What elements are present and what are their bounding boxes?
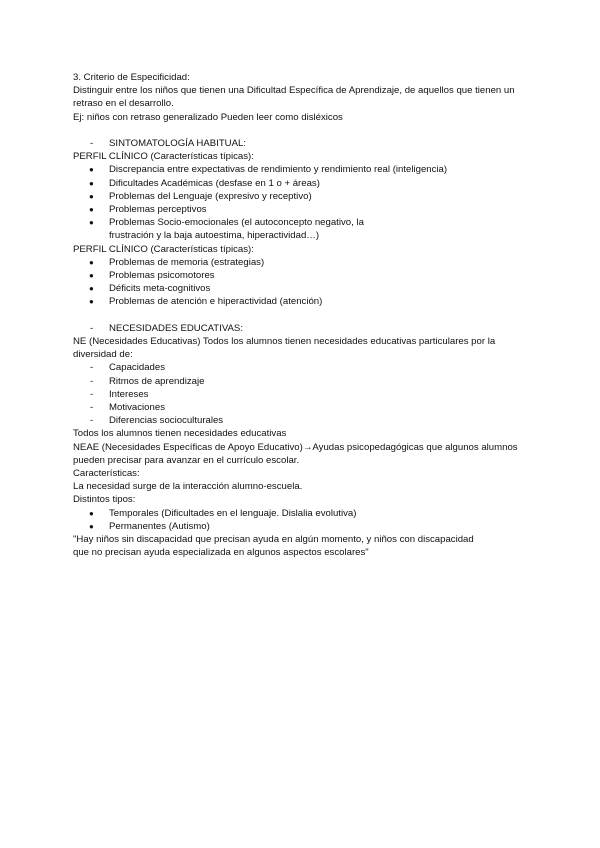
list-item: ● Temporales (Dificultades en el lenguaje. Dislalia evolutiva) — [89, 507, 357, 519]
dash-marker: - — [90, 362, 94, 374]
list-item: - Ritmos de aprendizaje — [90, 375, 205, 387]
bullet-marker: ● — [89, 205, 94, 215]
bullet-marker: ● — [89, 297, 94, 307]
dash-marker: - — [90, 415, 94, 427]
bullet-marker: ● — [89, 165, 94, 175]
bullet-marker: ● — [89, 178, 94, 188]
all-students-line: Todos los alumnos tienen necesidades educativas — [73, 428, 287, 440]
list-item: - Diferencias socioculturales — [90, 415, 224, 427]
dash-marker: - — [90, 388, 94, 400]
list-item: ● Problemas del Lenguaje (expresivo y receptivo) — [89, 190, 312, 202]
caracteristicas-text: La necesidad surge de la interacción alumno-escuela. — [73, 481, 303, 493]
list-item: ● Problemas perceptivos — [89, 204, 207, 216]
list-item: - Capacidades — [90, 362, 166, 374]
perfil-clinico-list-2 — [73, 256, 533, 309]
bullet-marker: ● — [89, 271, 94, 281]
quote-line: que no precisan ayuda especializada en algunos aspectos escolares" — [73, 547, 369, 559]
spacer — [73, 309, 533, 322]
section-title: 3. Criterio de Especificidad: — [73, 72, 190, 83]
bullet-marker: ● — [89, 257, 94, 267]
ne-paragraph: NE (Necesidades Educativas) Todos los alumnos tienen necesidades educativas particulares por la diversidad de: — [73, 336, 496, 361]
list-item: - Motivaciones — [90, 402, 165, 414]
neae-paragraph: NEAE (Necesidades Específicas de Apoyo Educativo)→Ayudas psicopedagógicas que algunos alumnos pueden precisar para avanzar en el currículo escolar. — [73, 441, 518, 466]
heading-text: SINTOMATOLOGÍA HABITUAL: — [109, 138, 247, 149]
bullet-marker: ● — [89, 508, 94, 518]
tipos-list — [73, 507, 533, 533]
list-item: ● Discrepancia entre expectativas de rendimiento y rendimiento real (inteligencia) — [89, 164, 448, 176]
list-item: ● Problemas de atención e hiperactividad (atención) — [89, 296, 323, 308]
perfil-clinico-title-1: PERFIL CLÍNICO (Características típicas): — [73, 151, 254, 163]
caracteristicas-label: Características: — [73, 468, 140, 480]
list-item: ● Déficits meta-cognitivos — [89, 283, 211, 295]
document-body — [73, 71, 533, 559]
bullet-marker: ● — [89, 218, 94, 228]
quote-line: "Hay niños sin discapacidad que precisan ayuda en algún momento, y niños con discapacidad — [73, 534, 474, 546]
diversity-list — [73, 361, 533, 427]
dash-marker: - — [90, 138, 94, 149]
example-line: Ej: niños con retraso generalizado Pueden leer como disléxicos — [73, 111, 343, 123]
spacer — [73, 124, 533, 137]
list-item: - Intereses — [90, 388, 149, 400]
heading-sintomatologia — [73, 137, 533, 150]
list-item: ● Problemas Socio-emocionales (el autoconcepto negativo, la — [89, 217, 364, 229]
perfil-clinico-list-1 — [73, 163, 533, 242]
intro-paragraph: Distinguir entre los niños que tienen una Dificultad Específica de Aprendizaje, de aquellos que tienen un retraso en el desarrollo. — [73, 85, 515, 110]
list-item: ● Problemas de memoria (estrategias) — [89, 256, 265, 268]
heading-text: NECESIDADES EDUCATIVAS: — [109, 322, 243, 334]
dash-marker: - — [90, 402, 94, 414]
bullet-marker: ● — [89, 521, 94, 531]
heading-necesidades — [73, 322, 533, 335]
list-item: ● Problemas psicomotores — [89, 270, 215, 282]
tipos-label: Distintos tipos: — [73, 494, 136, 506]
bullet-marker: ● — [89, 284, 94, 294]
list-item: ● Dificultades Académicas (desfase en 1 o + áreas) — [89, 177, 320, 189]
dash-marker: - — [90, 322, 94, 334]
dash-marker: - — [90, 375, 94, 387]
bullet-marker: ● — [89, 191, 94, 201]
list-item: ● Permanentes (Autismo) — [89, 520, 210, 532]
perfil-clinico-title-2: PERFIL CLÍNICO (Características típicas): — [73, 243, 254, 255]
list-item-continuation: frustración y la baja autoestima, hiperactividad…) — [109, 230, 320, 242]
